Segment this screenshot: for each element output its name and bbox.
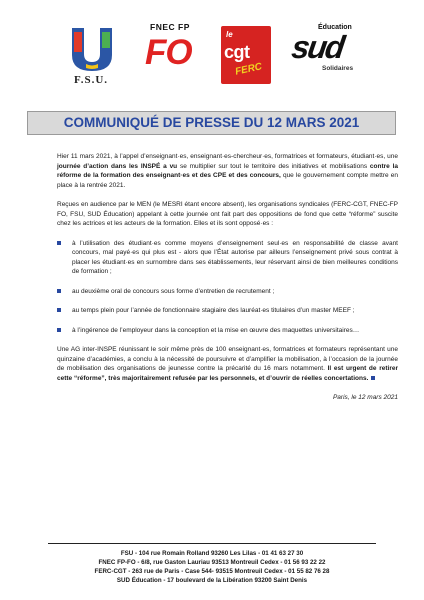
list-item: [57, 306, 398, 316]
list-item-text: à l’ingérence de l’employeur dans la conception et la mise en œuvre des maquettes universitaires…: [72, 326, 360, 334]
list-item: [57, 239, 398, 277]
page-title: COMMUNIQUÉ DE PRESSE DU 12 MARS 2021: [63, 115, 360, 130]
intro-text-2: se multiplier sur tout le territoire des initiatives et mobilisations: [177, 162, 370, 170]
dateline: Paris, le 12 mars 2021: [332, 394, 398, 401]
cgt-logo-main: cgt: [224, 42, 250, 62]
fo-logo-main: FO: [145, 33, 192, 72]
ag-paragraph: [57, 345, 398, 383]
bullet-icon: [57, 241, 61, 245]
ag-text: Une AG inter-INSPE réunissant le soir même près de 100 enseignant·es, formatrices et formateurs représentant une quinzaine d’académies, a conclu à la nécessité de poursuivre et d’amplifier la mobilisation, à l’occasion de la journée de mobilisation des organisations de jeunesse contre la précarité du 16 mars notamment.: [57, 346, 398, 372]
fsu-logo: [66, 22, 126, 92]
list-item-text: au deuxième oral de concours sous forme d’entretien de recrutement ;: [72, 287, 275, 295]
bullet-icon: [57, 308, 61, 312]
title-banner: [27, 111, 396, 135]
footer-line-sud: SUD Éducation - 17 boulevard de la Libération 93200 Saint Denis: [116, 577, 308, 584]
sud-logo-sub: Solidaires: [322, 65, 354, 72]
cgt-logo-le: le: [226, 30, 233, 39]
cgt-logo-ferc: FERC: [234, 61, 264, 78]
intro-paragraph: [57, 152, 398, 190]
press-release-body: [57, 152, 398, 403]
audience-paragraph: Reçues en audience par le MEN (le MESRI étant encore absent), les organisations syndicales (FERC-CGT, FNEC-FP FO, FSU, SUD Éducation) appelant à cette journée ont fait part des oppositions de fond que cette “réforme” suscite chez les actrices et les acteurs de la formation. Elles et ils sont opposé·es :: [57, 201, 398, 227]
footer-line-fo: FNEC FP-FO - 6/8, rue Gaston Lauriau 93513 Montreuil Cedex - 01 56 93 22 22: [98, 559, 326, 566]
ag-bold-text: Il est urgent de retirer cette “réforme”, très majoritairement refusée par les personnels, et d’ouvrir de réelles concertations.: [57, 365, 398, 382]
intro-text-3: que le gouvernement compte mettre en place à la rentrée 2021.: [57, 172, 398, 189]
sud-education-logo: [288, 22, 360, 80]
opposition-list: [57, 239, 398, 336]
bullet-icon: [57, 328, 61, 332]
intro-text-1: Hier 11 mars 2021, à l’appel d’enseignant·es, enseignant·es-chercheur·es, formatrices et formateurs, étudiant·es, une: [57, 153, 398, 160]
list-item: [57, 326, 398, 336]
list-item-text: à l’utilisation des étudiant·es comme moyens d’enseignement seul·es en responsabilité de classe avant concours, mal payé·es qui plus est - alors que l’État autorise par ailleurs l’enseignement privé sous contrat à placer les étudiant·es en surnombre dans ses établissements, leur réservant ainsi de bien meilleures conditions de formation ;: [72, 239, 398, 275]
sud-logo-top: Éducation: [318, 24, 352, 31]
fsu-logo-text: F.S.U.: [74, 74, 109, 86]
cgt-ferc-logo: [221, 26, 271, 84]
sud-logo-main: sud: [289, 29, 346, 65]
footer-divider: [48, 543, 376, 544]
end-square-icon: [371, 376, 375, 380]
footer-line-fsu: FSU - 104 rue Romain Rolland 93260 Les Lilas - 01 41 63 27 30: [120, 550, 304, 557]
fo-logo-top: FNEC FP: [150, 22, 190, 32]
intro-bold-1: journée d’action dans les INSPÉ a vu: [57, 162, 178, 170]
bullet-icon: [57, 289, 61, 293]
logo-row: [0, 22, 424, 96]
footer-line-cgt: FERC-CGT - 263 rue de Paris - Case 544- 93515 Montreuil Cedex - 01 55 82 76 28: [94, 568, 330, 575]
list-item: [57, 287, 398, 297]
footer-addresses: [40, 549, 384, 585]
intro-bold-2: contre la réforme de la formation des enseignant·es et des CPE et des concours,: [57, 162, 398, 179]
fsu-u-emblem: [68, 26, 118, 72]
list-item-text: au temps plein pour l’année de fonctionnaire stagiaire des lauréat·es titulaires d’un master MEEF ;: [72, 307, 355, 314]
fo-logo: [142, 22, 200, 82]
